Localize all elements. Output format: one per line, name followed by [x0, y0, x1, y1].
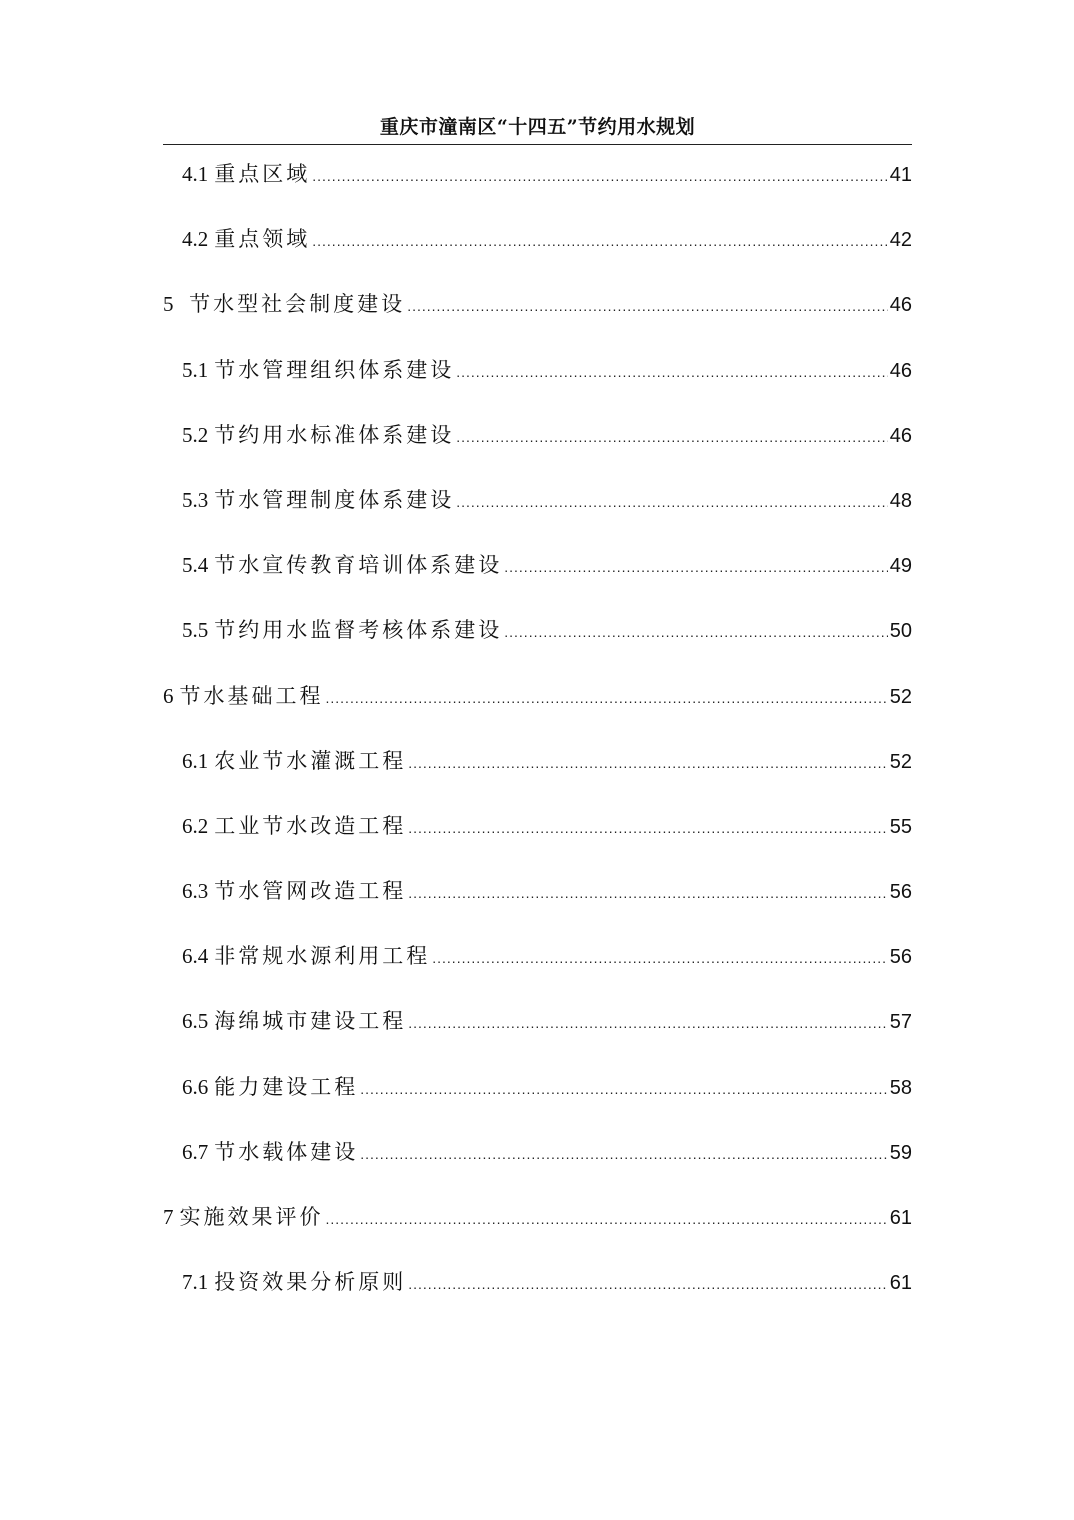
toc-entry-text: 节水管理制度体系建设 — [214, 487, 455, 512]
toc-entry-text: 非常规水源利用工程 — [214, 944, 431, 969]
toc-page-number: 56 — [889, 946, 912, 969]
toc-entry-text: 海绵城市建设工程 — [214, 1009, 407, 1034]
toc-entry-number: 7.1 — [182, 1270, 209, 1295]
toc-entry-text: 节水管网改造工程 — [214, 879, 407, 904]
toc-entry[interactable] — [163, 924, 912, 989]
toc-entry[interactable] — [163, 207, 912, 272]
toc-entry-text: 节水宣传教育培训体系建设 — [214, 553, 503, 578]
toc-entry-number: 4.1 — [182, 162, 209, 186]
toc-entry-title — [182, 338, 454, 403]
toc-dot-leader — [408, 731, 888, 796]
toc-page-number: 57 — [889, 1011, 912, 1034]
toc-entry[interactable] — [163, 533, 912, 598]
toc-entry-number: 7 — [163, 1205, 174, 1229]
toc-entry-number: 5 — [163, 292, 174, 317]
toc-entry-number: 6.2 — [182, 813, 209, 838]
toc-page-number: 41 — [889, 164, 912, 186]
toc-entry-text: 节水基础工程 — [179, 683, 324, 708]
toc-entry-title — [182, 598, 502, 663]
toc-page-number: 52 — [889, 750, 912, 773]
toc-dot-leader — [504, 600, 888, 665]
toc-entry[interactable] — [163, 664, 912, 729]
toc-dot-leader — [360, 1057, 888, 1122]
toc-entry[interactable] — [163, 403, 912, 468]
toc-page-number: 48 — [889, 489, 912, 512]
running-header: 重庆市潼南区“十四五”节约用水规划 — [379, 116, 696, 138]
toc-entry[interactable] — [163, 1055, 912, 1120]
toc-page-number: 58 — [889, 1076, 912, 1099]
toc-dot-leader — [312, 144, 888, 209]
toc-entry-text: 能力建设工程 — [214, 1074, 359, 1099]
toc-dot-leader — [408, 991, 888, 1056]
toc-entry-text: 节约用水标准体系建设 — [214, 422, 455, 447]
toc-entry[interactable] — [163, 598, 912, 663]
toc-entry-number: 5.3 — [182, 487, 209, 512]
toc-entry-number: 6.1 — [182, 748, 209, 773]
toc-entry[interactable] — [163, 1185, 912, 1250]
toc-entry[interactable] — [163, 1250, 912, 1315]
toc-dot-leader — [407, 274, 888, 339]
toc-entry[interactable] — [163, 989, 912, 1054]
toc-entry-number: 5.1 — [182, 357, 209, 382]
toc-entry-title — [182, 1250, 406, 1315]
toc-page-number: 42 — [889, 229, 912, 252]
toc-entry[interactable] — [163, 338, 912, 403]
toc-entry-number: 6.7 — [182, 1139, 209, 1164]
toc-entry-text: 重点领域 — [214, 227, 311, 252]
toc-dot-leader — [456, 470, 888, 535]
toc-entry-title — [182, 533, 502, 598]
toc-entry[interactable] — [163, 1120, 912, 1185]
toc-entry-text: 实施效果评价 — [179, 1205, 324, 1229]
toc-dot-leader — [408, 1252, 888, 1317]
toc-entry-title — [182, 794, 406, 859]
toc-entry-text: 节水管理组织体系建设 — [214, 357, 455, 382]
toc-entry-number: 6.3 — [182, 879, 209, 904]
toc-entry-number: 5.2 — [182, 422, 209, 447]
toc-entry[interactable] — [163, 859, 912, 924]
toc-entry-text: 重点区域 — [214, 162, 311, 186]
toc-entry[interactable] — [163, 468, 912, 533]
toc-page-number: 46 — [889, 294, 912, 317]
toc-entry-text: 工业节水改造工程 — [214, 813, 407, 838]
toc-entry-text: 节水载体建设 — [214, 1139, 359, 1164]
toc-dot-leader — [326, 666, 888, 731]
toc-dot-leader — [360, 1122, 888, 1187]
toc-page-number: 55 — [889, 815, 912, 838]
toc-entry-title — [182, 468, 454, 533]
toc-page-number: 49 — [889, 555, 912, 578]
toc-entry-number: 4.2 — [182, 227, 209, 252]
toc-page-number: 46 — [889, 359, 912, 382]
toc-entry-title — [182, 1120, 358, 1185]
toc-page-number: 46 — [889, 424, 912, 447]
toc-dot-leader — [326, 1187, 888, 1252]
toc-page-number: 61 — [889, 1272, 912, 1295]
toc-entry-text: 农业节水灌溉工程 — [214, 748, 407, 773]
toc-dot-leader — [432, 926, 888, 991]
toc-entry-title — [182, 142, 310, 207]
toc-entry-title — [182, 924, 430, 989]
toc-entry[interactable] — [163, 729, 912, 794]
toc-entry-title — [182, 1055, 358, 1120]
toc-page-number: 61 — [889, 1207, 912, 1229]
toc-entry-number: 6.4 — [182, 944, 209, 969]
toc-entry-title — [182, 729, 406, 794]
toc-entry-text: 节约用水监督考核体系建设 — [214, 618, 503, 643]
toc-entry-text: 节水型社会制度建设 — [179, 292, 406, 317]
toc-dot-leader — [456, 405, 888, 470]
toc-entry-number: 6 — [163, 683, 174, 708]
toc-entry-title — [163, 272, 405, 337]
toc-entry[interactable] — [163, 794, 912, 859]
toc-entry-number: 6.5 — [182, 1009, 209, 1034]
toc-entry-title — [163, 664, 324, 729]
toc-entry-number: 5.5 — [182, 618, 209, 643]
toc-page-number: 52 — [889, 685, 912, 708]
toc-entry[interactable] — [163, 142, 912, 207]
toc-entry-number: 6.6 — [182, 1074, 209, 1099]
toc-dot-leader — [408, 796, 888, 861]
toc-dot-leader — [408, 861, 888, 926]
toc-entry-title — [163, 1185, 324, 1250]
toc-entry[interactable] — [163, 272, 912, 337]
toc-entry-title — [182, 207, 310, 272]
toc-dot-leader — [504, 535, 888, 600]
toc-page-number: 50 — [889, 620, 912, 643]
toc-dot-leader — [312, 209, 888, 274]
toc-entry-title — [182, 859, 406, 924]
toc-entry-number: 5.4 — [182, 553, 209, 578]
toc-page-number: 59 — [889, 1141, 912, 1164]
toc-page-number: 56 — [889, 881, 912, 904]
toc-entry-title — [182, 989, 406, 1054]
toc-dot-leader — [456, 340, 888, 405]
toc-entry-title — [182, 403, 454, 468]
table-of-contents — [163, 142, 912, 1315]
toc-entry-text: 投资效果分析原则 — [214, 1270, 407, 1295]
